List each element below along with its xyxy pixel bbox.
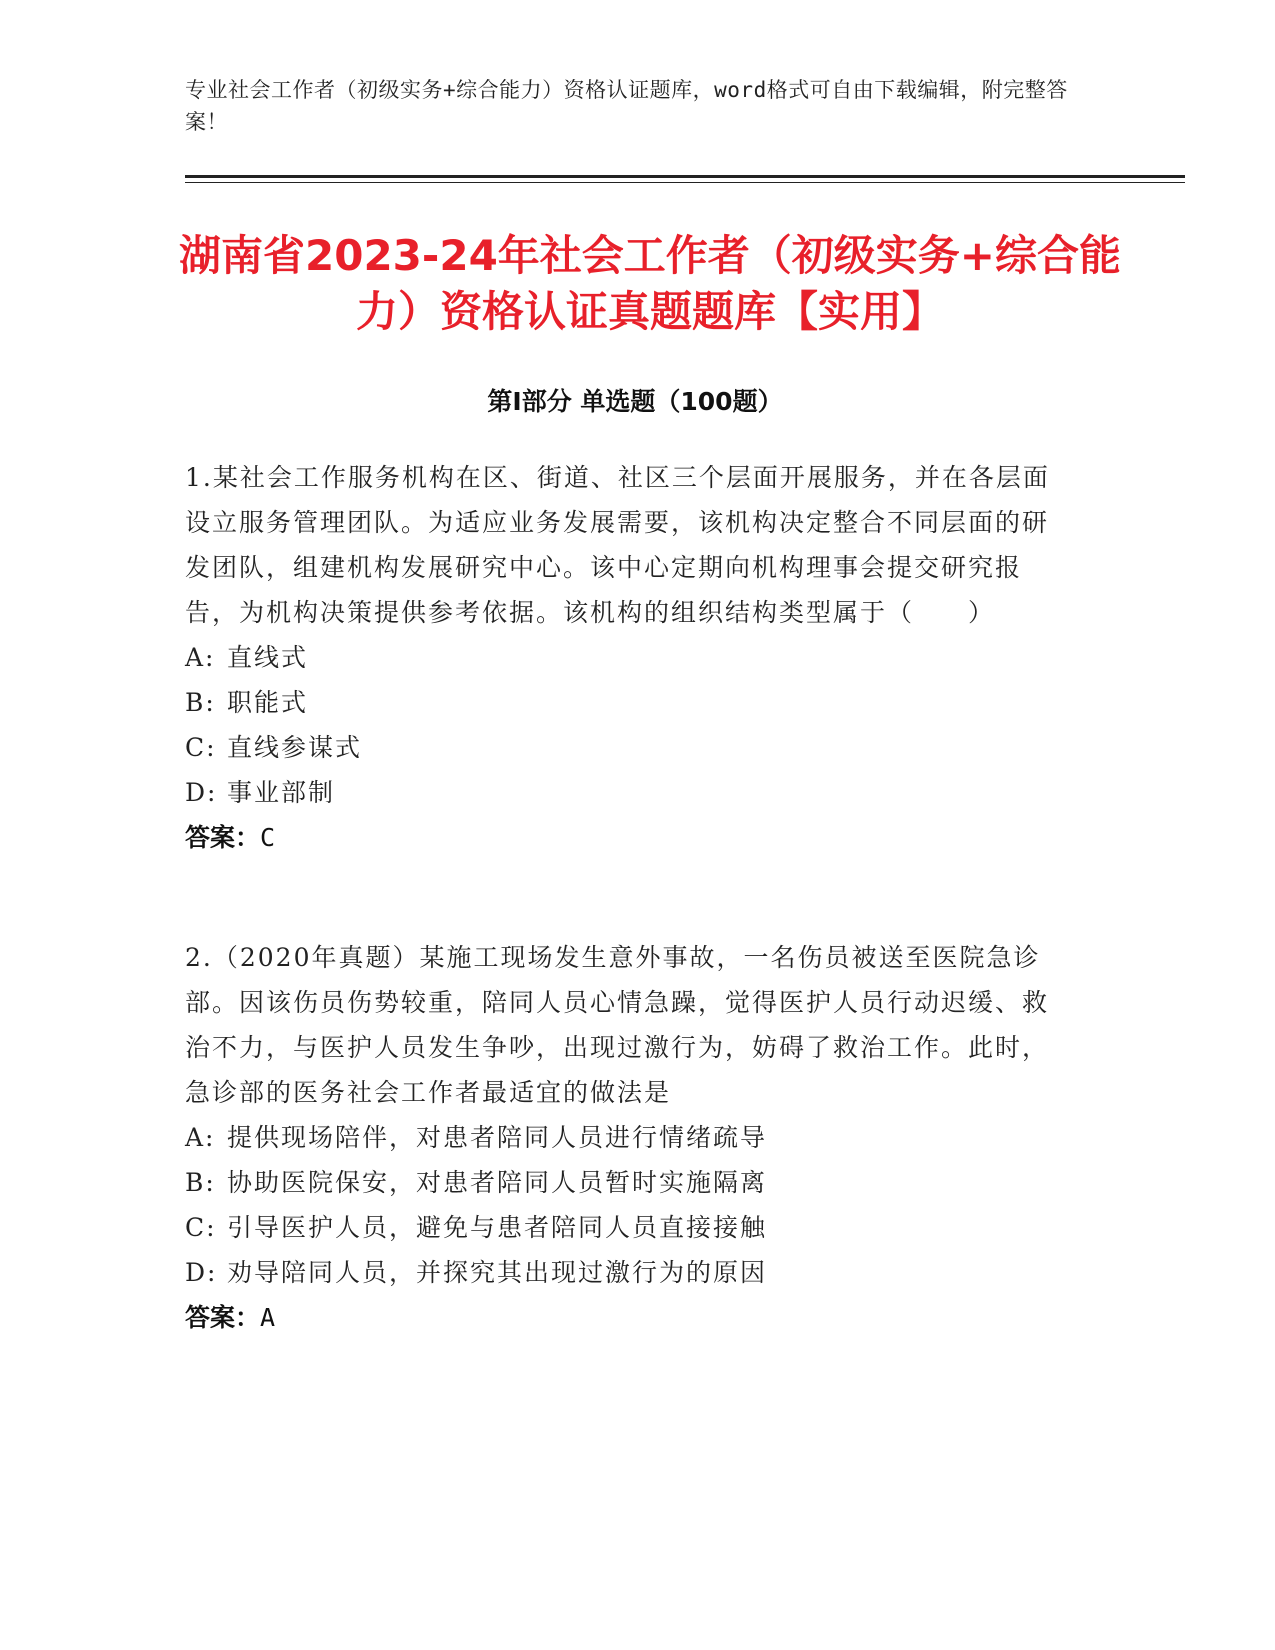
option-d xyxy=(185,1250,1065,1295)
answer-line xyxy=(185,1295,1065,1340)
option-text: 协助医院保安，对患者陪同人员暂时实施隔离 xyxy=(227,1168,768,1197)
option-b xyxy=(185,680,1065,725)
option-text: 直线式 xyxy=(227,643,309,672)
option-letter: A: xyxy=(185,643,216,672)
answer-label: 答案： xyxy=(185,823,261,852)
document-title: 湖南省2023-24年社会工作者（初级实务+综合能力）资格认证真题题库【实用】 xyxy=(179,231,1121,336)
option-letter: C: xyxy=(185,1213,217,1242)
answer-line xyxy=(185,815,1065,860)
section-heading: 第I部分 单选题（100题） xyxy=(487,387,783,416)
option-c xyxy=(185,725,1065,770)
option-text: 提供现场陪伴，对患者陪同人员进行情绪疏导 xyxy=(227,1123,768,1152)
answer-value: A xyxy=(260,1303,276,1332)
question-2 xyxy=(185,935,1065,1340)
option-text: 直线参谋式 xyxy=(227,733,363,762)
option-letter: B: xyxy=(185,1168,216,1197)
option-letter: D: xyxy=(185,778,218,807)
question-stem: 2.（2020年真题）某施工现场发生意外事故，一名伤员被送至医院急诊部。因该伤员伤势较重，陪同人员心情急躁，觉得医护人员行动迟缓、救治不力，与医护人员发生争吵，出现过激行为，妨碍了救治工作。此时，急诊部的医务社会工作者最适宜的做法是 xyxy=(185,943,1050,1107)
header-note: 专业社会工作者（初级实务+综合能力）资格认证题库，word格式可自由下载编辑，附完整答案！ xyxy=(185,78,1068,134)
answer-label: 答案： xyxy=(185,1303,261,1332)
option-text: 事业部制 xyxy=(227,778,336,807)
question-1 xyxy=(185,455,1065,860)
option-letter: A: xyxy=(185,1123,216,1152)
answer-value: C xyxy=(260,823,276,852)
option-letter: B: xyxy=(185,688,216,717)
option-letter: D: xyxy=(185,1258,218,1287)
header-divider-thick xyxy=(185,175,1185,178)
option-a xyxy=(185,1115,1065,1160)
question-stem: 1.某社会工作服务机构在区、街道、社区三个层面开展服务，并在各层面设立服务管理团队。为适应业务发展需要，该机构决定整合不同层面的研发团队，组建机构发展研究中心。该中心定期向机构理事会提交研究报告，为机构决策提供参考依据。该机构的组织结构类型属于（ ） xyxy=(185,463,1050,627)
header-divider-thin xyxy=(185,182,1185,183)
option-a xyxy=(185,635,1065,680)
option-text: 引导医护人员，避免与患者陪同人员直接接触 xyxy=(227,1213,768,1242)
option-letter: C: xyxy=(185,733,217,762)
option-c xyxy=(185,1205,1065,1250)
option-text: 职能式 xyxy=(227,688,309,717)
option-text: 劝导陪同人员，并探究其出现过激行为的原因 xyxy=(227,1258,768,1287)
option-d xyxy=(185,770,1065,815)
option-b xyxy=(185,1160,1065,1205)
